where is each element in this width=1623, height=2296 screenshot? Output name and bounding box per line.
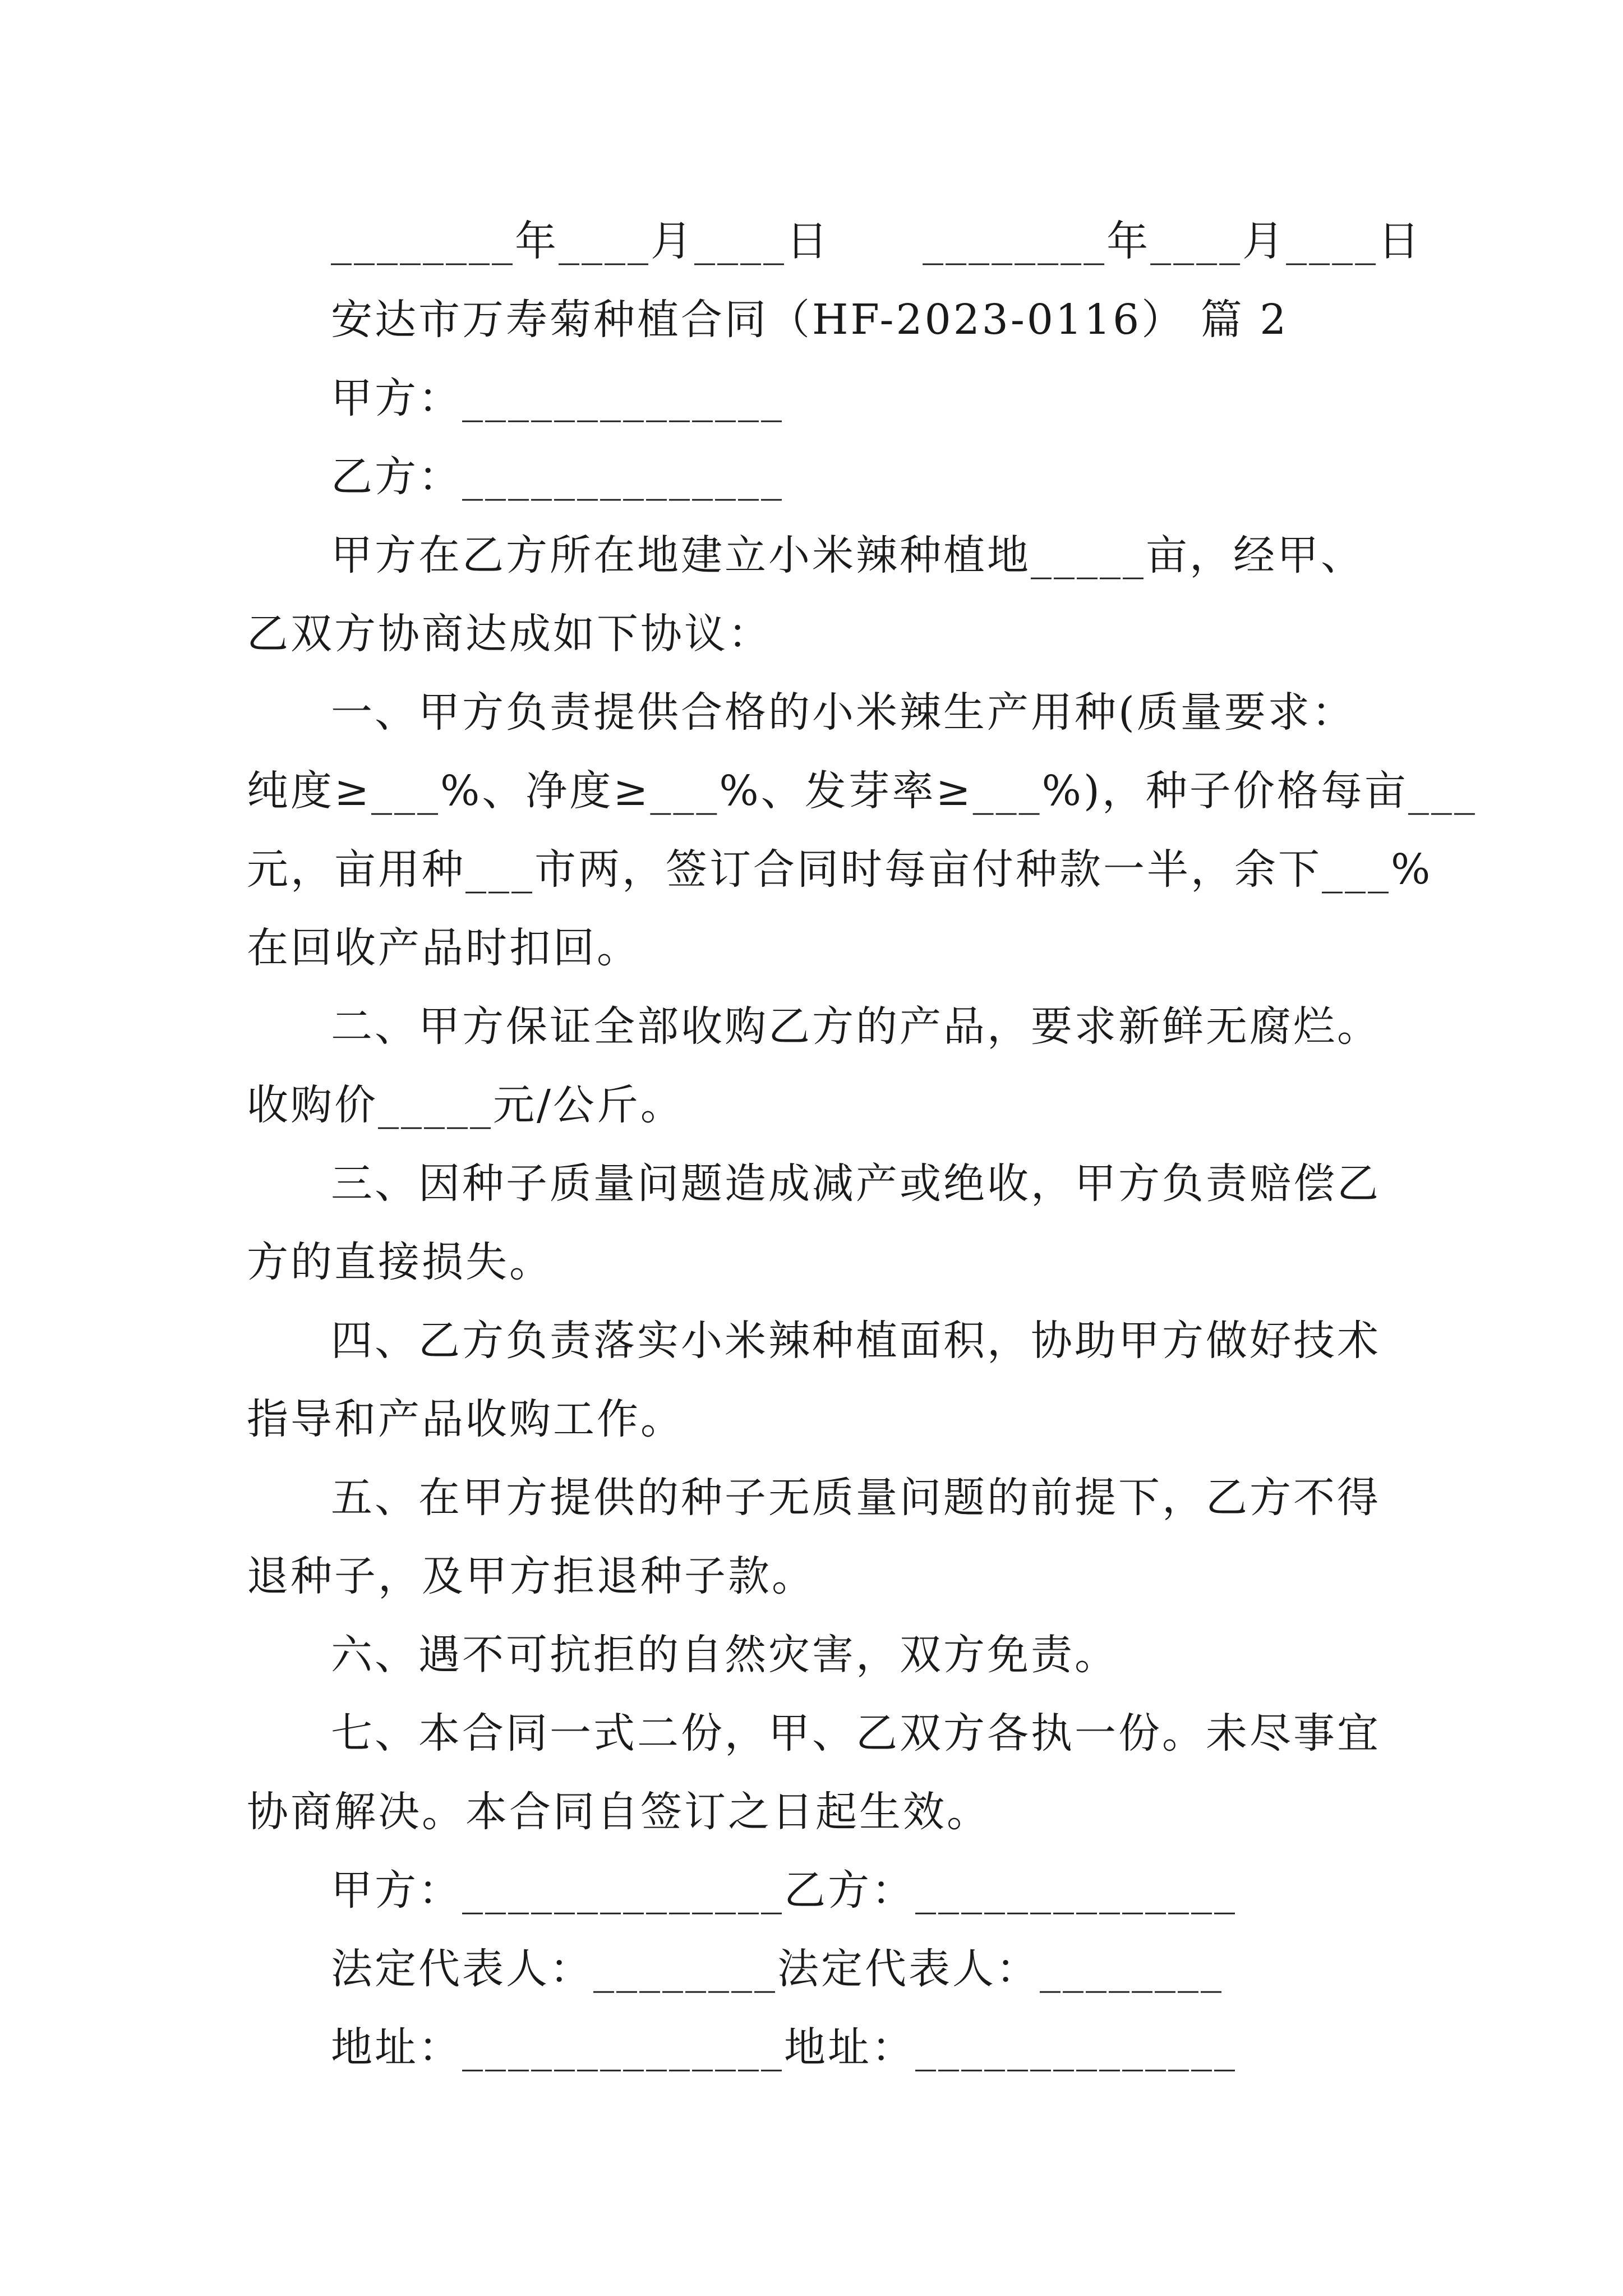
clause-7-line-1: 七、本合同一式二份，甲、乙双方各执一份。未尽事宜 (331, 1709, 1381, 1757)
party-b-line: 乙方：______________ (331, 453, 784, 501)
clause-1-line-1: 一、甲方负责提供合格的小米辣生产用种(质量要求： (331, 688, 1355, 737)
clause-5-line-2: 退种子，及甲方拒退种子款。 (247, 1552, 815, 1600)
intro-line-1: 甲方在乙方所在地建立小米辣种植地_____亩，经甲、 (331, 531, 1364, 579)
contract-title: 安达市万寿菊种植合同（HF-2023-0116） 篇 2 (331, 296, 1289, 344)
date-line: ________年____月____日 ________年____月____日 (331, 217, 1422, 265)
clause-6-line-1: 六、遇不可抗拒的自然灾害，双方免责。 (331, 1631, 1118, 1679)
clause-3-line-2: 方的直接损失。 (247, 1238, 553, 1286)
clause-3-line-1: 三、因种子质量问题造成减产或绝收，甲方负责赔偿乙 (331, 1159, 1381, 1208)
clause-1-line-2: 纯度≥___%、净度≥___%、发芽率≥___%)，种子价格每亩___ (247, 767, 1477, 815)
party-a-line: 甲方：______________ (331, 374, 784, 422)
clause-5-line-1: 五、在甲方提供的种子无质量问题的前提下，乙方不得 (331, 1474, 1381, 1522)
clause-2-line-1: 二、甲方保证全部收购乙方的产品，要求新鲜无腐烂。 (331, 1002, 1381, 1051)
signature-representative-line: 法定代表人：________法定代表人：________ (331, 1945, 1224, 1993)
intro-line-2: 乙双方协商达成如下协议： (247, 610, 772, 658)
clause-1-line-3: 元，亩用种___市两，签订合同时每亩付种款一半，余下___% (247, 845, 1433, 894)
clause-2-line-2: 收购价_____元/公斤。 (247, 1081, 684, 1129)
signature-party-line: 甲方：______________乙方：______________ (331, 1866, 1237, 1915)
clause-1-line-4: 在回收产品时扣回。 (247, 924, 640, 972)
clause-7-line-2: 协商解决。本合同自签订之日起生效。 (247, 1788, 990, 1836)
clause-4-line-1: 四、乙方负责落实小米辣种植面积，协助甲方做好技术 (331, 1317, 1381, 1365)
signature-address-line: 地址：______________地址：______________ (331, 2023, 1237, 2072)
clause-4-line-2: 指导和产品收购工作。 (247, 1395, 684, 1443)
